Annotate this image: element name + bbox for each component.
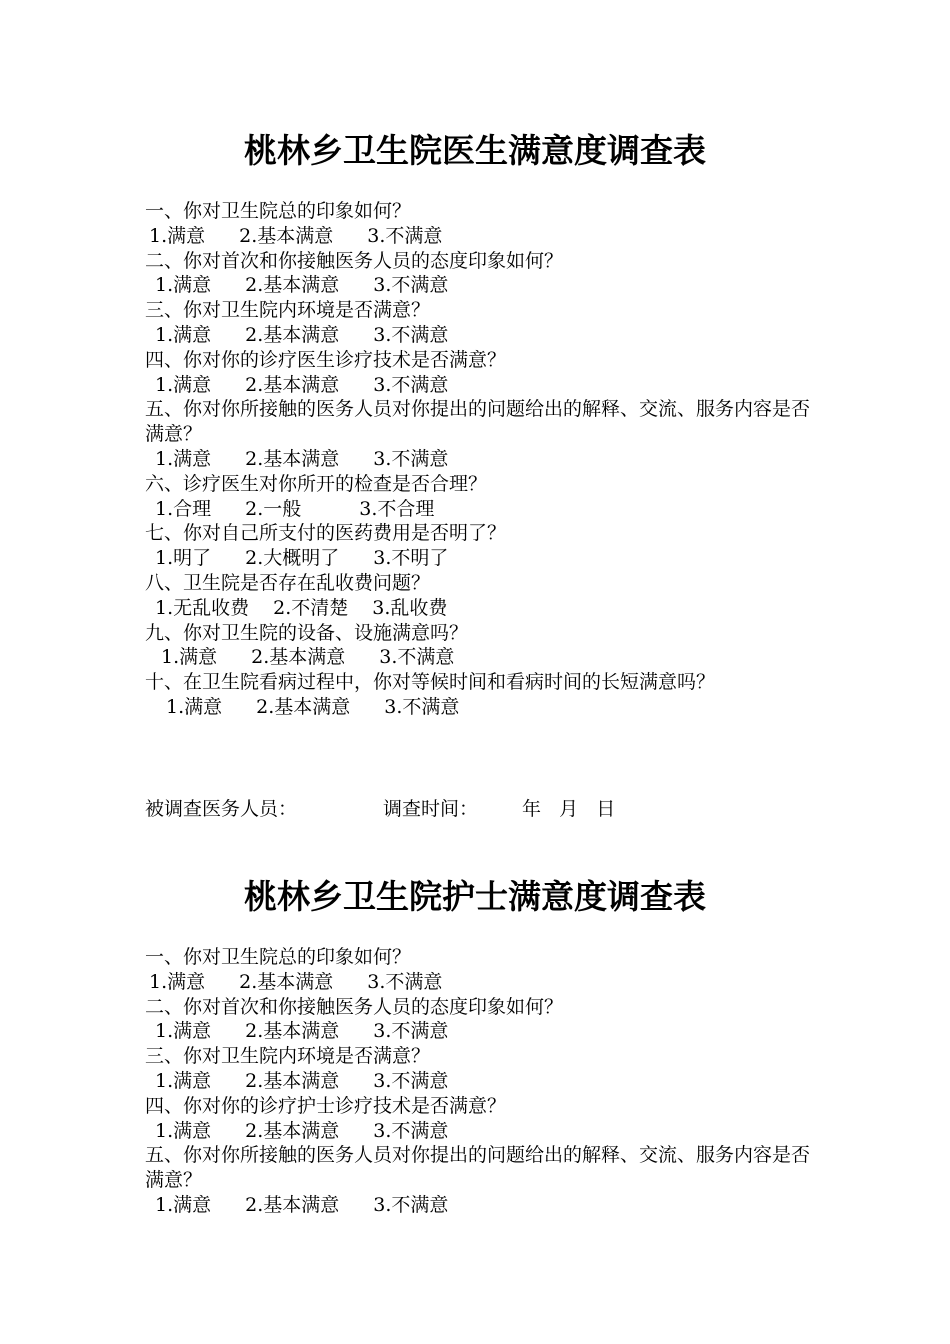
option: 2.基本满意 [245, 1069, 340, 1092]
option: 1.合理 [155, 497, 212, 520]
option: 2.基本满意 [245, 373, 340, 396]
date-label: 调查时间： [383, 798, 479, 820]
options-4 [145, 1119, 825, 1144]
nurse-survey [145, 945, 825, 1218]
option: 1.无乱收费 [155, 596, 250, 619]
respondent-label: 被调查医务人员： [145, 798, 298, 820]
option: 3.不满意 [373, 274, 449, 297]
doctor-survey [145, 199, 825, 720]
question-6: 六、诊疗医生对你所开的检查是否合理？ [145, 472, 488, 495]
option: 3.不满意 [373, 373, 449, 396]
option: 3.不满意 [373, 323, 449, 346]
options-2 [145, 1019, 825, 1044]
option: 1.满意 [155, 447, 212, 470]
option: 3.不合理 [359, 497, 435, 520]
options-3 [145, 323, 825, 348]
question-10: 十、在卫生院看病过程中，你对等候时间和看病时间的长短满意吗？ [145, 671, 716, 694]
option: 3.不满意 [373, 1119, 449, 1142]
question-1: 一、你对卫生院总的印象如何？ [145, 946, 412, 968]
option: 1.满意 [155, 1119, 212, 1142]
option: 3.不满意 [367, 970, 443, 993]
options-3 [145, 1069, 825, 1094]
option: 1.满意 [155, 1020, 212, 1043]
date-value: 年 月 日 [522, 798, 616, 820]
option: 2.基本满意 [245, 1020, 340, 1043]
option: 3.不满意 [384, 695, 460, 718]
question-9: 九、你对卫生院的设备、设施满意吗？ [145, 621, 469, 644]
option: 2.基本满意 [251, 646, 346, 669]
question-3: 三、你对卫生院内环境是否满意？ [145, 299, 431, 322]
option: 2.基本满意 [256, 695, 351, 718]
options-4 [145, 373, 825, 398]
options-1 [145, 970, 825, 995]
option: 2.基本满意 [245, 274, 340, 297]
options-7 [145, 546, 825, 571]
question-5: 五、你对你所接触的医务人员对你提出的问题给出的解释、交流、服务内容是否满意？ [145, 1144, 811, 1192]
options-5 [145, 1193, 825, 1218]
option: 1.满意 [155, 1069, 212, 1092]
option: 1.满意 [166, 695, 223, 718]
survey-footer [145, 797, 615, 821]
option: 2.基本满意 [245, 447, 340, 470]
option: 1.满意 [155, 373, 212, 396]
option: 3.不满意 [367, 224, 443, 247]
option: 2.基本满意 [245, 1119, 340, 1142]
option: 3.不明了 [373, 547, 449, 570]
option: 3.不满意 [379, 646, 455, 669]
doctor-survey-title: 桃林乡卫生院医生满意度调查表 [244, 131, 706, 170]
option: 3.乱收费 [372, 596, 448, 619]
question-1: 一、你对卫生院总的印象如何？ [145, 200, 412, 222]
option: 2.基本满意 [245, 323, 340, 346]
option: 1.满意 [149, 970, 206, 993]
option: 2.基本满意 [239, 970, 334, 993]
options-1 [145, 224, 825, 249]
option: 1.满意 [155, 1193, 212, 1216]
nurse-survey-title: 桃林乡卫生院护士满意度调查表 [244, 877, 706, 916]
options-6 [145, 497, 825, 522]
option: 2.一般 [245, 497, 302, 520]
option: 3.不满意 [373, 1069, 449, 1092]
options-9 [145, 645, 825, 670]
question-8: 八、卫生院是否存在乱收费问题？ [145, 571, 431, 594]
option: 2.基本满意 [239, 224, 334, 247]
option: 1.满意 [155, 323, 212, 346]
question-2: 二、你对首次和你接触医务人员的态度印象如何？ [145, 249, 564, 272]
options-10 [145, 695, 825, 720]
option: 2.不清楚 [273, 596, 349, 619]
option: 1.满意 [149, 224, 206, 247]
question-4: 四、你对你的诊疗医生诊疗技术是否满意？ [145, 348, 507, 371]
option: 2.大概明了 [245, 547, 340, 570]
question-4: 四、你对你的诊疗护士诊疗技术是否满意？ [145, 1094, 507, 1117]
option: 1.满意 [155, 274, 212, 297]
option: 1.满意 [161, 646, 218, 669]
options-8 [145, 596, 825, 621]
option: 3.不满意 [373, 447, 449, 470]
question-3: 三、你对卫生院内环境是否满意？ [145, 1045, 431, 1068]
option: 1.明了 [155, 547, 212, 570]
options-5 [145, 447, 825, 472]
question-7: 七、你对自己所支付的医药费用是否明了？ [145, 522, 507, 545]
option: 3.不满意 [373, 1193, 449, 1216]
question-2: 二、你对首次和你接触医务人员的态度印象如何？ [145, 995, 564, 1018]
question-5: 五、你对你所接触的医务人员对你提出的问题给出的解释、交流、服务内容是否满意？ [145, 398, 811, 446]
option: 2.基本满意 [245, 1193, 340, 1216]
options-2 [145, 273, 825, 298]
option: 3.不满意 [373, 1020, 449, 1043]
